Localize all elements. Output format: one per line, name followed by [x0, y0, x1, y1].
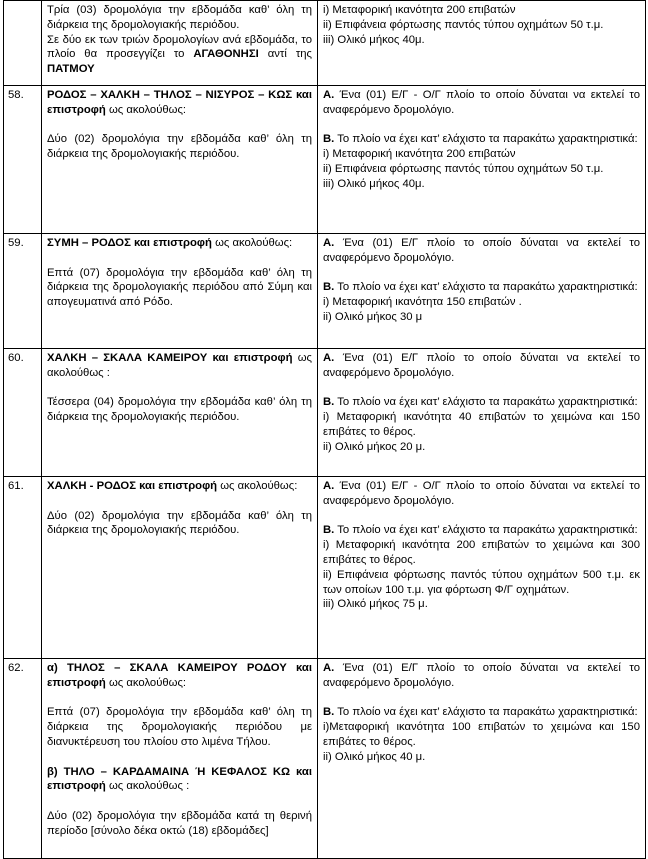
route-cell [42, 86, 318, 234]
requirement-b: Β. Το πλοίο να έχει κατ’ ελάχιστο τα παρακάτω χαρακτηριστικά: [323, 706, 638, 719]
route-body: Δύο (02) δρομολόγια την εβδομάδα καθ’ όλη τη διάρκεια της δρομολογιακής περιόδου. [47, 133, 312, 161]
route-body: Δύο (02) δρομολόγια την εβδομάδα καθ’ όλη τη διάρκεια της δρομολογιακής περιόδου. [47, 509, 312, 537]
requirement-b: Β. Το πλοίο να έχει κατ’ ελάχιστο τα παρακάτω χαρακτηριστικά: [323, 524, 638, 537]
spec-item: i)Μεταφορική ικανότητα 100 επιβατών το χειμώνα και 150 επιβάτες το θέρος. [323, 721, 640, 748]
route-body: Τρία (03) δρομολόγια την εβδομάδα καθ’ όλη τη διάρκεια της δρομολογιακής περιόδου. [47, 4, 312, 31]
route-cell [42, 234, 318, 349]
route-title: α) ΤΗΛΟΣ – ΣΚΑΛΑ ΚΑΜΕΙΡΟΥ ΡΟΔΟΥ και επιστροφή ως ακολούθως: [47, 662, 312, 689]
spec-item: i) Μεταφορική ικανότητα 200 επιβατών [323, 4, 516, 16]
route-body: Επτά (07) δρομολόγια την εβδομάδα καθ’ όλη τη διάρκεια της δρομολογιακής περιόδου από Σύμη και απογευματινά από Ρόδο. [47, 266, 312, 309]
route-cell [42, 477, 318, 659]
route-cell [42, 659, 318, 859]
row-number [4, 1, 42, 86]
spec-item: ii) Ολικό μήκος 30 μ [323, 310, 423, 323]
requirements-cell [318, 349, 646, 477]
route-body: Δύο (02) δρομολόγια την εβδομάδα κατά τη θερινή περίοδο [σύνολο δέκα οκτώ (18) εβδομάδες] [47, 809, 312, 837]
routes-table [3, 0, 646, 859]
requirements-cell [318, 86, 646, 234]
row-number: 62. [4, 659, 42, 859]
requirements-cell [318, 234, 646, 349]
table-row [4, 1, 646, 86]
requirement-a: Α. Ένα (01) Ε/Γ - Ο/Γ πλοίο το οποίο δύναται να εκτελεί το αναφερόμενο δρομολόγιο. [323, 480, 641, 507]
requirements-cell [318, 659, 646, 859]
spec-item: i) Μεταφορική ικανότητα 200 επιβατών [323, 148, 516, 161]
route-title: ΡΟΔΟΣ – ΧΑΛΚΗ – ΤΗΛΟΣ – ΝΙΣΥΡΟΣ – ΚΩΣ και επιστροφή ως ακολούθως: [47, 89, 312, 116]
requirements-cell [318, 477, 646, 659]
table-row [4, 477, 646, 659]
requirements-cell [318, 1, 646, 86]
requirement-a: Α. Ένα (01) Ε/Γ πλοίο το οποίο δύναται να εκτελεί το αναφερόμενο δρομολόγιο. [323, 237, 640, 264]
route-note: Σε δύο εκ των τριών δρομολογίων ανά εβδομάδα, το πλοίο θα προσεγγίζει το ΑΓΑΘΟΝΗΣΙ αντί της ΠΑΤΜΟΥ [47, 33, 313, 76]
spec-item: i) Μεταφορική ικανότητα 40 επιβατών το χειμώνα και 150 επιβάτες το θέρος. [323, 411, 640, 438]
spec-item: ii) Επιφάνεια φόρτωσης παντός τύπου οχημάτων 50 τ.μ. [323, 18, 604, 31]
spec-item: i) Μεταφορική ικανότητα 200 επιβατών το χειμώνα και 300 επιβάτες το θέρος. [323, 539, 640, 566]
spec-item: ii) Επιφάνεια φόρτωσης παντός τύπου οχημάτων 500 τ.μ. εκ των οποίων 100 τ.μ. για φόρτωση Φ/Γ οχημάτων. [323, 568, 640, 596]
row-number: 58. [4, 86, 42, 234]
route-title: ΧΑΛΚΗ – ΣΚΑΛΑ ΚΑΜΕΙΡΟΥ και επιστροφή ως ακολούθως : [47, 352, 312, 379]
route-body: Τέσσερα (04) δρομολόγια την εβδομάδα καθ’ όλη τη διάρκεια της δρομολογιακής περιόδου. [47, 396, 312, 424]
requirement-b: Β. Το πλοίο να έχει κατ’ ελάχιστο τα παρακάτω χαρακτηριστικά: [323, 281, 638, 294]
spec-item: ii) Ολικό μήκος 40 μ. [323, 750, 426, 763]
requirement-a: Α. Ένα (01) Ε/Γ πλοίο το οποίο δύναται να εκτελεί το αναφερόμενο δρομολόγιο. [323, 662, 640, 689]
route-body: Επτά (07) δρομολόγια την εβδομάδα καθ’ όλη τη διάρκεια της δρομολογιακής περιόδου με διανυκτέρευση του πλοίου στο λιμένα Τήλου. [47, 706, 312, 748]
spec-item: iii) Ολικό μήκος 40μ. [323, 33, 425, 46]
spec-item: ii) Ολικό μήκος 20 μ. [323, 440, 426, 453]
spec-item: iii) Ολικό μήκος 40μ. [323, 177, 425, 190]
route-title: ΣΥΜΗ – ΡΟΔΟΣ και επιστροφή ως ακολούθως: [47, 237, 293, 249]
requirement-b: Β. Το πλοίο να έχει κατ’ ελάχιστο τα παρακάτω χαρακτηριστικά: [323, 396, 638, 409]
requirement-b: Β. Το πλοίο να έχει κατ’ ελάχιστο τα παρακάτω χαρακτηριστικά: [323, 133, 638, 146]
spec-item: i) Μεταφορική ικανότητα 150 επιβατών . [323, 296, 522, 309]
spec-item: iii) Ολικό μήκος 75 μ. [323, 598, 428, 611]
requirement-a: Α. Ένα (01) Ε/Γ πλοίο το οποίο δύναται να εκτελεί το αναφερόμενο δρομολόγιο. [323, 352, 640, 379]
route-title: ΧΑΛΚΗ - ΡΟΔΟΣ και επιστροφή ως ακολούθως: [47, 480, 298, 492]
route-cell [42, 349, 318, 477]
table-row [4, 349, 646, 477]
row-number: 60. [4, 349, 42, 477]
table-row [4, 659, 646, 859]
spec-item: ii) Επιφάνεια φόρτωσης παντός τύπου οχημάτων 50 τ.μ. [323, 162, 604, 175]
row-number: 61. [4, 477, 42, 659]
table-row [4, 234, 646, 349]
route-title: β) ΤΗΛΟ – ΚΑΡΔΑΜΑΙΝΑ Ή ΚΕΦΑΛΟΣ ΚΩ και επιστροφή ως ακολούθως : [47, 765, 312, 793]
table-row [4, 86, 646, 234]
row-number: 59. [4, 234, 42, 349]
requirement-a: Α. Ένα (01) Ε/Γ - Ο/Γ πλοίο το οποίο δύναται να εκτελεί το αναφερόμενο δρομολόγιο. [323, 89, 641, 116]
route-cell [42, 1, 318, 86]
